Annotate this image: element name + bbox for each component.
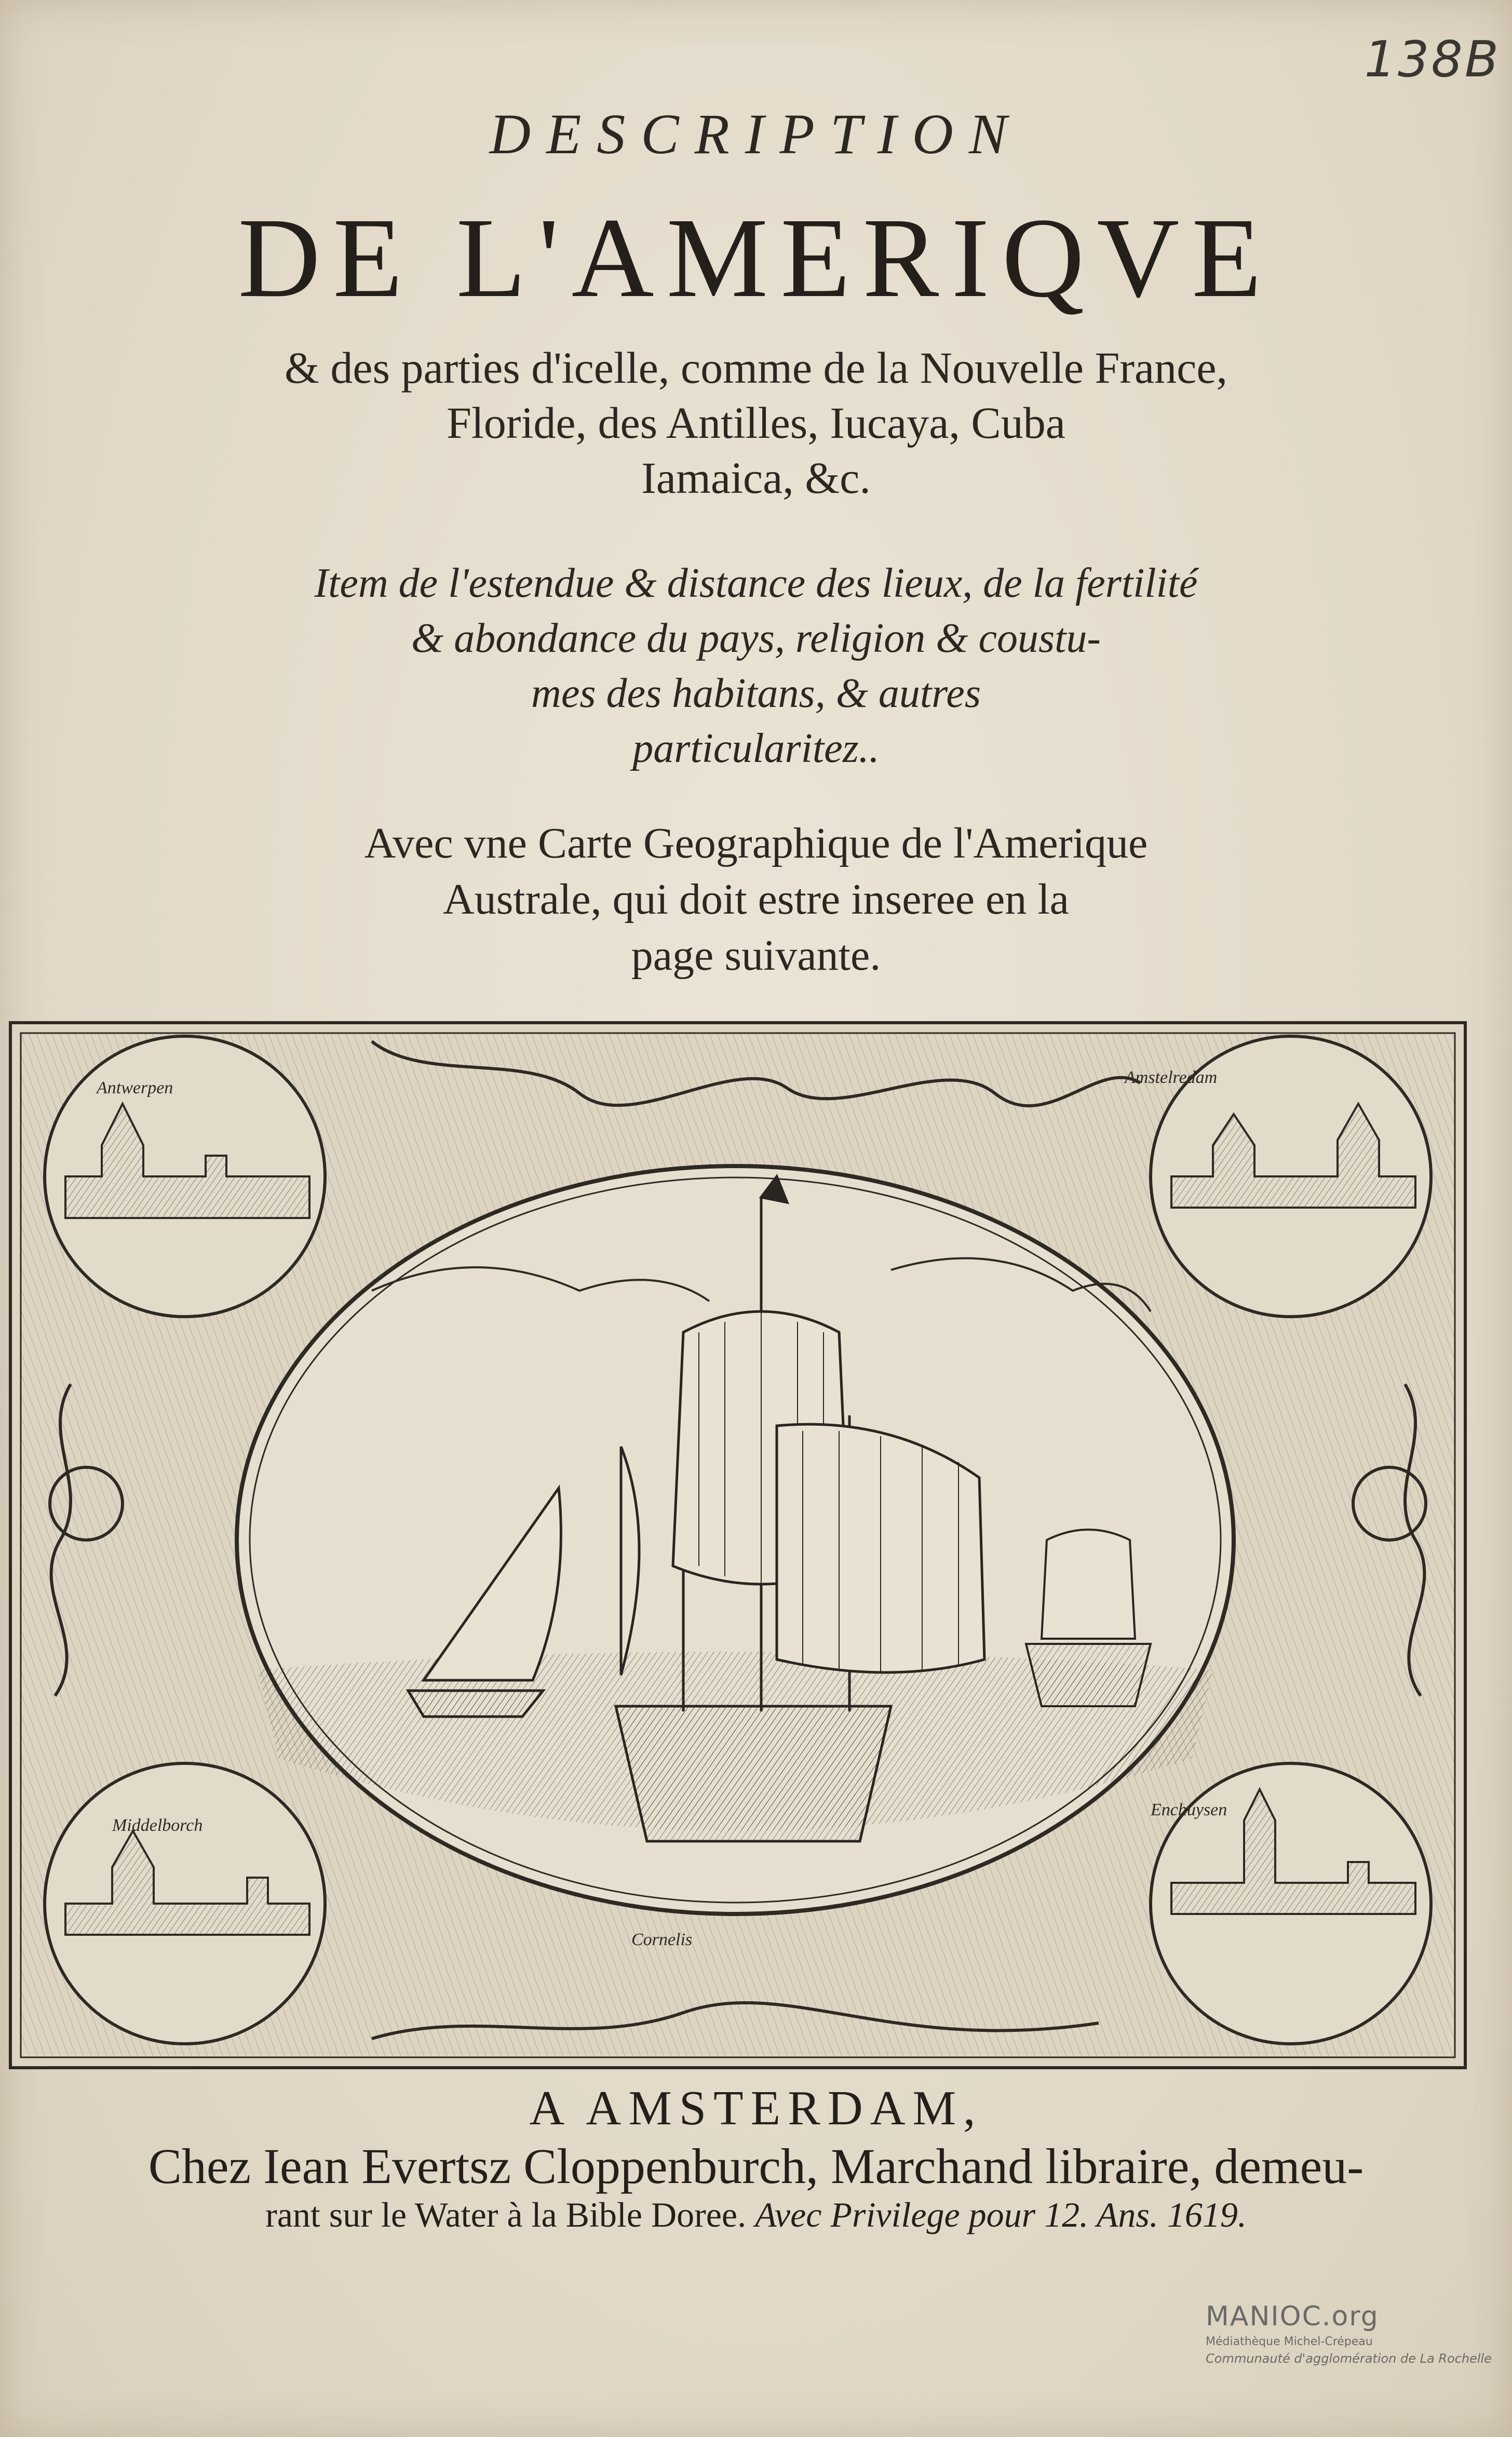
item-block [0,556,1512,776]
shelfmark: 138B [1364,31,1501,88]
label-enchuysen: Enchuysen [1151,1800,1227,1819]
watermark [1206,2301,1507,2366]
carte-block [0,815,1512,984]
imprint-publisher: Chez Iean Evertsz Cloppenburch, Marchand libraire, demeu- [148,2138,1364,2194]
label-antwerpen: Antwerpen [97,1078,173,1097]
carte-line-1: Avec vne Carte Geographique de l'Amerique [364,819,1148,867]
carte-line-3: page suivante. [631,931,881,980]
label-amstelredam: Amstelredam [1125,1068,1218,1087]
imprint-city: A AMSTERDAM, [529,2081,983,2135]
title-pre: DESCRIPTION [489,102,1023,166]
item-line-3: mes des habitans, & autres [531,671,981,716]
imprint-address: rant sur le Water à la Bible Doree. [265,2195,747,2234]
imprint-privilege: Avec Privilege pour 12. Ans. 1619. [755,2195,1247,2234]
watermark-line-1: Médiathèque Michel-Crépeau [1206,2335,1373,2348]
label-cornelis: Cornelis [631,1930,693,1949]
subtitle-line-1: & des parties d'icelle, comme de la Nouvelle France, [284,343,1228,393]
watermark-brand: MANIOC.org [1206,2301,1379,2332]
carte-line-2: Australe, qui doit estre inseree en la [443,875,1069,923]
subtitle-block [0,340,1512,505]
engraving-svg [8,1021,1467,2070]
item-line-2: & abondance du pays, religion & coustu- [411,615,1101,661]
page-title: DE L'AMERIQVE [238,194,1274,321]
ship-engraving [8,1021,1467,2070]
imprint-address-line [0,2194,1512,2235]
subtitle-line-3: Iamaica, &c. [641,453,871,503]
label-middelborch: Middelborch [112,1816,203,1835]
item-line-1: Item de l'estendue & distance des lieux, de la fertilité [314,560,1198,606]
item-line-4: particularitez.. [632,726,880,771]
watermark-line-2: Communauté d'agglomération de La Rochelle [1206,2351,1492,2366]
subtitle-line-2: Floride, des Antilles, Iucaya, Cuba [447,398,1065,448]
